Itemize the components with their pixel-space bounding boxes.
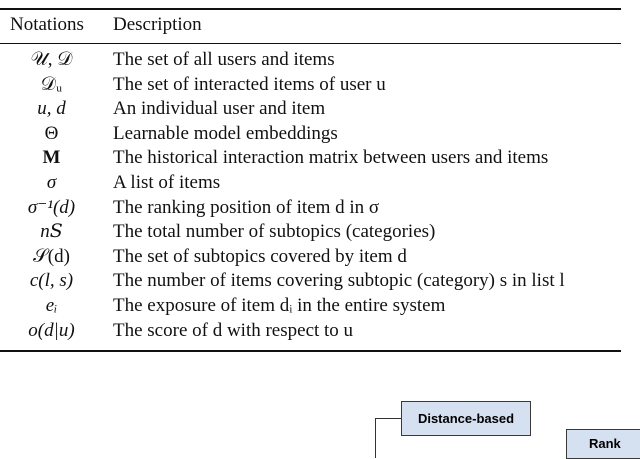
notation-symbol: n𝑆 — [40, 221, 63, 243]
notation-description: The set of all users and items — [113, 49, 335, 70]
diagram-connector-vertical — [375, 418, 376, 458]
notation-description: The score of d with respect to u — [113, 319, 354, 341]
table-top-rule — [0, 8, 621, 10]
notation-symbol: M — [42, 147, 61, 169]
notation-description: The exposure of item dᵢ in the entire system — [113, 294, 446, 316]
notation-table-body — [0, 48, 621, 343]
notation-symbol: 𝒮(d) — [33, 245, 70, 267]
table-row — [0, 97, 621, 122]
table-row — [0, 319, 621, 344]
notation-description: The total number of subtopics (categories) — [113, 221, 436, 243]
notation-symbol: σ⁻¹(d) — [27, 196, 76, 218]
table-row — [0, 196, 621, 221]
notation-description: The set of subtopics covered by item d — [113, 245, 407, 267]
notation-symbol: 𝒟ᵤ — [40, 73, 63, 95]
table-header-rule — [0, 43, 621, 44]
table-row — [0, 294, 621, 319]
notation-symbol: σ — [46, 171, 57, 193]
notation-symbol: u, d — [37, 98, 66, 120]
table-bottom-rule — [0, 350, 621, 352]
table-row — [0, 146, 621, 171]
notation-symbol: c(l, s) — [29, 270, 74, 292]
notation-symbol: o(d|u) — [28, 319, 75, 341]
table-row — [0, 245, 621, 270]
rank-box-partial: Rank — [566, 429, 640, 459]
notation-description: A list of items — [113, 171, 221, 193]
diagram-connector-horizontal — [375, 418, 401, 419]
table-row — [0, 171, 621, 196]
notation-description: The historical interaction matrix between users and items — [113, 147, 549, 169]
table-row — [0, 122, 621, 147]
table-row — [0, 48, 621, 73]
notation-description: Learnable model embeddings — [113, 122, 338, 144]
notation-description: An individual user and item — [113, 98, 326, 120]
notation-symbol: eᵢ — [45, 294, 58, 316]
table-row — [0, 220, 621, 245]
notation-description: The set of interacted items of user u — [113, 73, 386, 95]
notation-symbol: Θ — [44, 122, 59, 144]
notation-description: The ranking position of item d in σ — [113, 196, 380, 218]
distance-based-box: Distance-based — [401, 401, 531, 436]
table-row — [0, 73, 621, 98]
notation-symbol: 𝒰, 𝒟 — [30, 49, 73, 70]
table-row — [0, 269, 621, 294]
description-header: Description — [113, 14, 202, 35]
notation-description: The number of items covering subtopic (category) s in list l — [113, 270, 565, 292]
notations-header: Notations — [10, 14, 84, 35]
